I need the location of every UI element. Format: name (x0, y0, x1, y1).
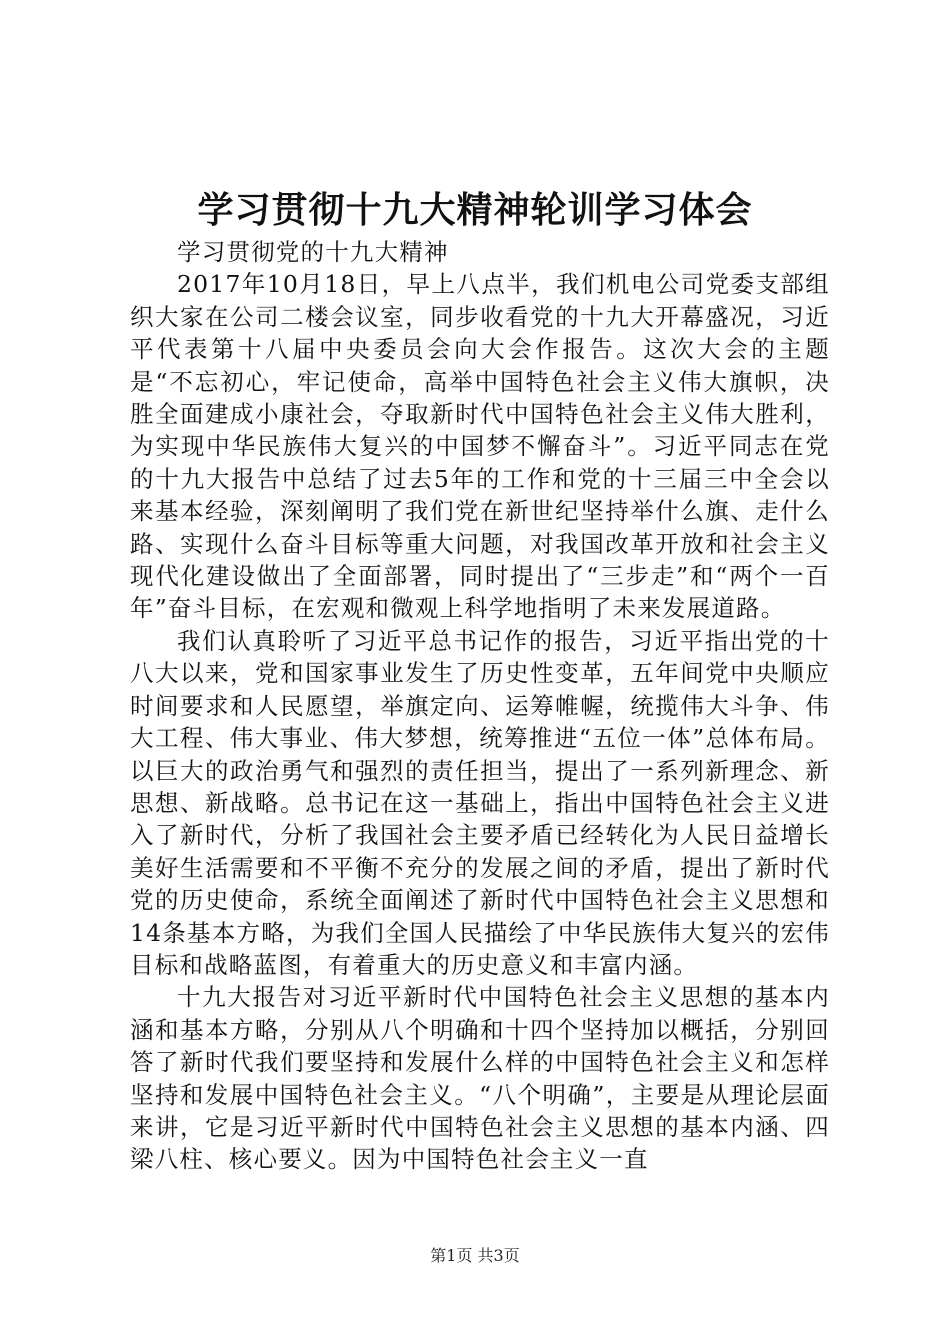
document-body (130, 236, 830, 1176)
paragraph: 我们认真聆听了习近平总书记作的报告，习近平指出党的十八大以来，党和国家事业发生了历史性变革，五年间党中央顺应时间要求和人民愿望，举旗定向、运筹帷幄，统揽伟大斗争、伟大工程、伟大事业、伟大梦想，统筹推进“五位一体”总体布局。以巨大的政治勇气和强烈的责任担当，提出了一系列新理念、新思想、新战略。总书记在这一基础上，指出中国特色社会主义进入了新时代，分析了我国社会主要矛盾已经转化为人民日益增长美好生活需要和不平衡不充分的发展之间的矛盾，提出了新时代党的历史使命，系统全面阐述了新时代中国特色社会主义思想和14条基本方略，为我们全国人民描绘了中华民族伟大复兴的宏伟目标和战略蓝图，有着重大的历史意义和丰富内涵。 (130, 626, 830, 979)
page-number-footer: 第1页 共3页 (430, 1246, 520, 1265)
paragraph: 2017年10月18日，早上八点半，我们机电公司党委支部组织大家在公司二楼会议室，同步收看党的十九大开幕盛况，习近平代表第十八届中央委员会向大会作报告。这次大会的主题是“不忘初心，牢记使命，高举中国特色社会主义伟大旗帜，决胜全面建成小康社会，夺取新时代中国特色社会主义伟大胜利，为实现中华民族伟大复兴的中国梦不懈奋斗”。习近平同志在党的十九大报告中总结了过去5年的工作和党的十三届三中全会以来基本经验，深刻阐明了我们党在新世纪坚持举什么旗、走什么路、实现什么奋斗目标等重大问题，对我国改革开放和社会主义现代化建设做出了全面部署，同时提出了“三步走”和“两个一百年”奋斗目标，在宏观和微观上科学地指明了未来发展道路。 (130, 270, 830, 623)
document-title: 学习贯彻十九大精神轮训学习体会 (197, 189, 753, 231)
paragraph: 学习贯彻党的十九大精神 (177, 238, 449, 266)
paragraph: 十九大报告对习近平新时代中国特色社会主义思想的基本内涵和基本方略，分别从八个明确和十四个坚持加以概括，分别回答了新时代我们要坚持和发展什么样的中国特色社会主义和怎样坚持和发展中国特色社会主义。“八个明确”，主要是从理论层面来讲，它是习近平新时代中国特色社会主义思想的基本内涵、四梁八柱、核心要义。因为中国特色社会主义一直 (130, 983, 830, 1174)
